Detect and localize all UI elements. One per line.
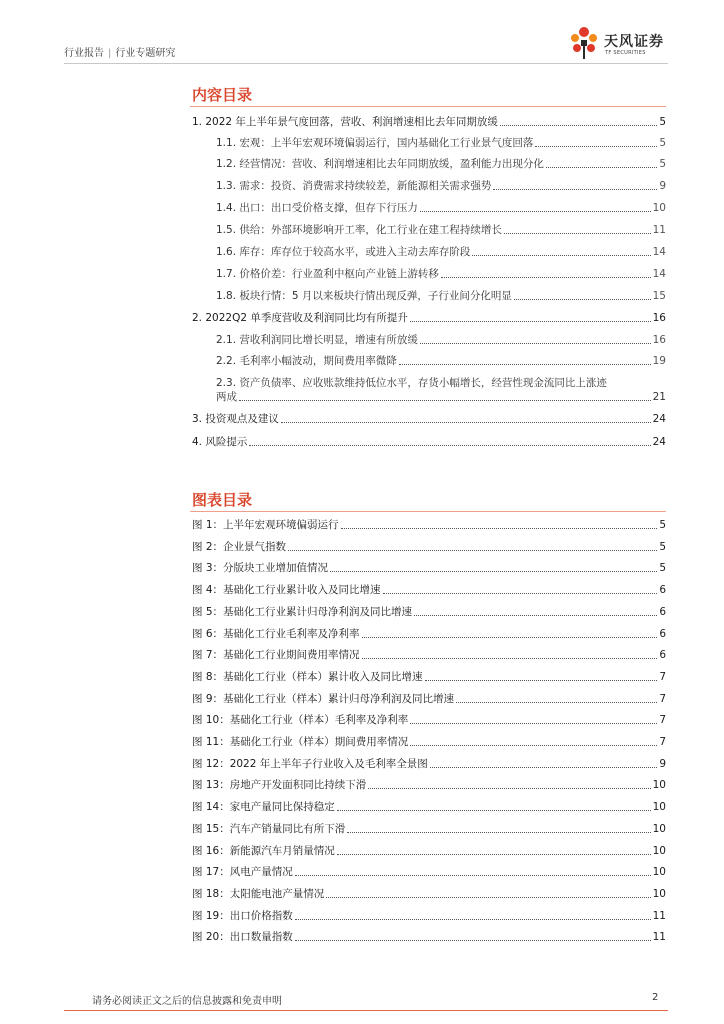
toc-entry-page: 5 <box>659 116 666 128</box>
figure-entry-page: 10 <box>652 779 666 791</box>
brand-name-en: TF SECURITIES <box>605 50 646 56</box>
toc-entry-page: 5 <box>659 158 666 170</box>
figure-entry[interactable] <box>192 844 666 858</box>
figure-leader-dots <box>425 680 658 681</box>
toc-leader-dots <box>281 422 651 423</box>
header-divider <box>64 63 668 64</box>
toc-entry-page: 16 <box>652 334 666 346</box>
figure-entry[interactable] <box>192 648 666 662</box>
page-number: 2 <box>652 992 659 1003</box>
toc-leader-dots <box>504 233 651 234</box>
toc-entry[interactable] <box>192 311 666 325</box>
toc-leader-dots <box>410 321 651 322</box>
figures-title: 图表目录 <box>192 491 253 509</box>
figure-entry-label: 图 2：企业景气指数 <box>192 541 287 553</box>
toc-leader-dots <box>239 400 651 401</box>
figure-entry[interactable] <box>192 735 666 749</box>
figure-leader-dots <box>337 810 651 811</box>
report-subtype-label: 行业专题研究 <box>115 48 176 59</box>
toc-entry-page: 19 <box>652 355 666 367</box>
contents-title: 内容目录 <box>192 86 253 104</box>
toc-entry[interactable] <box>216 136 666 150</box>
toc-leader-dots <box>472 255 650 256</box>
toc-entry[interactable] <box>216 201 666 215</box>
figure-entry-label: 图 1：上半年宏观环境偏弱运行 <box>192 519 339 531</box>
figure-entry[interactable] <box>192 692 666 706</box>
figure-entry-page: 5 <box>659 541 666 553</box>
figure-entry-label: 图 12：2022 年上半年子行业收入及毛利率全景图 <box>192 758 428 770</box>
toc-entry-label: 1. 2022 年上半年景气度回落，营收、利润增速相比去年同期放缓 <box>192 116 498 128</box>
toc-entry[interactable] <box>216 223 666 237</box>
figure-entry-page: 6 <box>659 606 666 618</box>
figure-entry[interactable] <box>192 909 666 923</box>
toc-leader-dots <box>514 299 651 300</box>
figure-entry[interactable] <box>192 713 666 727</box>
figure-entry-label: 图 9：基础化工行业（样本）累计归母净利润及同比增速 <box>192 693 455 705</box>
footer-divider <box>64 1010 668 1011</box>
toc-leader-dots <box>535 146 657 147</box>
figure-entry-label: 图 5：基础化工行业累计归母净利润及同比增速 <box>192 606 413 618</box>
figure-leader-dots <box>410 723 657 724</box>
toc-leader-dots <box>493 189 657 190</box>
figure-entry-page: 7 <box>659 736 666 748</box>
figure-entry-label: 图 4：基础化工行业累计收入及同比增速 <box>192 584 381 596</box>
figure-entry-label: 图 8：基础化工行业（样本）累计收入及同比增速 <box>192 671 423 683</box>
figure-entry[interactable] <box>192 757 666 771</box>
figure-entry[interactable] <box>192 887 666 901</box>
figure-leader-dots <box>414 615 657 616</box>
figure-entry-page: 11 <box>652 910 666 922</box>
toc-entry-2-3[interactable] <box>216 376 666 404</box>
toc-entry[interactable] <box>216 289 666 303</box>
figure-entry-page: 7 <box>659 693 666 705</box>
figure-entry-label: 图 15：汽车产销量同比有所下滑 <box>192 823 346 835</box>
toc-entry-label: 1.3. 需求：投资、消费需求持续较差，新能源相关需求强势 <box>216 180 492 192</box>
toc-entry-label: 1.6. 库存：库存位于较高水平，或进入主动去库存阶段 <box>216 246 471 258</box>
figure-entry-page: 7 <box>659 671 666 683</box>
toc-entry-label: 1.8. 板块行情：5 月以来板块行情出现反弹，子行业间分化明显 <box>216 290 512 302</box>
toc-entry-page: 14 <box>652 246 666 258</box>
toc-leader-dots <box>420 211 651 212</box>
figure-entry[interactable] <box>192 800 666 814</box>
figure-leader-dots <box>295 919 651 920</box>
toc-entry-page: 14 <box>652 268 666 280</box>
figure-leader-dots <box>330 571 657 572</box>
toc-entry[interactable] <box>216 354 666 368</box>
toc-entry-label: 1.5. 供给：外部环境影响开工率，化工行业在建工程持续增长 <box>216 224 502 236</box>
figure-entry[interactable] <box>192 627 666 641</box>
figure-entry-label: 图 7：基础化工行业期间费用率情况 <box>192 649 360 661</box>
figure-entry-page: 10 <box>652 888 666 900</box>
figure-entry[interactable] <box>192 540 666 554</box>
figure-leader-dots <box>288 550 657 551</box>
toc-leader-dots <box>399 364 651 365</box>
toc-entry-label: 3. 投资观点及建议 <box>192 413 279 425</box>
figure-entry-label: 图 19：出口价格指数 <box>192 910 293 922</box>
figure-entry-label: 图 10：基础化工行业（样本）毛利率及净利率 <box>192 714 409 726</box>
figure-entry[interactable] <box>192 930 666 944</box>
toc-entry[interactable] <box>216 179 666 193</box>
toc-entry-page: 9 <box>659 180 666 192</box>
figure-leader-dots <box>410 745 657 746</box>
figure-entry-page: 5 <box>659 519 666 531</box>
toc-entry-label: 4. 风险提示 <box>192 436 248 448</box>
figure-entry-page: 6 <box>659 628 666 640</box>
figure-entry-page: 6 <box>659 649 666 661</box>
figure-entry[interactable] <box>192 583 666 597</box>
figure-entry-label: 图 3：分版块工业增加值情况 <box>192 562 329 574</box>
figure-entry[interactable] <box>192 778 666 792</box>
report-type-label: 行业报告 <box>64 48 104 59</box>
toc-entry-page: 5 <box>659 137 666 149</box>
figure-entry[interactable] <box>192 822 666 836</box>
figure-entry-page: 10 <box>652 845 666 857</box>
toc-entry-label: 1.7. 价格价差：行业盈利中枢向产业链上游转移 <box>216 268 439 280</box>
figure-leader-dots <box>347 832 650 833</box>
figure-entry-label: 图 16：新能源汽车月销量情况 <box>192 845 335 857</box>
toc-entry[interactable] <box>192 412 666 426</box>
figure-leader-dots <box>430 767 658 768</box>
figure-entry-page: 10 <box>652 801 666 813</box>
figure-leader-dots <box>456 702 657 703</box>
toc-entry-page: 10 <box>652 202 666 214</box>
figure-entry-label: 图 13：房地产开发面积同比持续下滑 <box>192 779 367 791</box>
figure-entry-page: 10 <box>652 866 666 878</box>
toc-entry-2-3-line2: 两成 <box>216 391 237 403</box>
toc-leader-dots <box>441 277 651 278</box>
toc-entry[interactable] <box>192 115 666 129</box>
figure-entry-page: 10 <box>652 823 666 835</box>
figure-entry-label: 图 14：家电产量同比保持稳定 <box>192 801 335 813</box>
toc-entry-2-3-page: 21 <box>652 391 666 403</box>
toc-leader-dots <box>500 125 657 126</box>
toc-leader-dots <box>420 343 651 344</box>
toc-entry-page: 24 <box>652 413 666 425</box>
figure-entry[interactable] <box>192 670 666 684</box>
figure-entry-page: 11 <box>652 931 666 943</box>
toc-entry-label: 1.4. 出口：出口受价格支撑，但存下行压力 <box>216 202 418 214</box>
figure-leader-dots <box>295 875 651 876</box>
toc-entry-label: 2. 2022Q2 单季度营收及利润同比均有所提升 <box>192 312 408 324</box>
figure-entry-page: 7 <box>659 714 666 726</box>
figure-entry-label: 图 11：基础化工行业（样本）期间费用率情况 <box>192 736 409 748</box>
toc-leader-dots <box>249 445 650 446</box>
toc-entry-label: 1.1. 宏观：上半年宏观环境偏弱运行，国内基础化工行业景气度回落 <box>216 137 534 149</box>
figure-entry[interactable] <box>192 561 666 575</box>
figure-leader-dots <box>326 897 650 898</box>
toc-entry-label: 1.2. 经营情况：营收、利润增速相比去年同期放缓，盈利能力出现分化 <box>216 158 544 170</box>
brand-logo <box>568 26 668 62</box>
figure-leader-dots <box>362 658 658 659</box>
brand-name-cn: 天风证券 <box>604 34 664 50</box>
figure-leader-dots <box>368 788 650 789</box>
figure-leader-dots <box>295 940 651 941</box>
toc-entry-page: 24 <box>652 436 666 448</box>
contents-title-underline <box>190 106 666 107</box>
toc-entry-label: 2.1. 营收利润同比增长明显，增速有所放缓 <box>216 334 418 346</box>
header-separator: | <box>108 48 112 59</box>
toc-entry[interactable] <box>192 435 666 449</box>
toc-entry[interactable] <box>216 333 666 347</box>
toc-entry-page: 11 <box>652 224 666 236</box>
figure-entry-page: 5 <box>659 562 666 574</box>
figure-entry-label: 图 17：风电产量情况 <box>192 866 293 878</box>
figure-leader-dots <box>337 854 651 855</box>
toc-entry-2-3-line1: 2.3. 资产负债率、应收账款维持低位水平，存货小幅增长，经营性现金流同比上涨迹 <box>216 377 607 389</box>
figure-entry-page: 6 <box>659 584 666 596</box>
figure-entry-page: 9 <box>659 758 666 770</box>
figure-leader-dots <box>341 528 658 529</box>
figure-entry-label: 图 20：出口数量指数 <box>192 931 293 943</box>
figures-title-underline <box>190 511 666 512</box>
report-type-header <box>64 44 175 59</box>
toc-entry[interactable] <box>216 245 666 259</box>
figure-entry-label: 图 6：基础化工行业毛利率及净利率 <box>192 628 360 640</box>
footer-disclaimer: 请务必阅读正文之后的信息披露和免责申明 <box>92 996 282 1007</box>
toc-entry[interactable] <box>216 267 666 281</box>
figure-entry[interactable] <box>192 605 666 619</box>
brand-flower-icon <box>568 26 600 60</box>
toc-entry-label: 2.2. 毛利率小幅波动，期间费用率微降 <box>216 355 397 367</box>
toc-leader-dots <box>546 167 657 168</box>
toc-entry[interactable] <box>216 157 666 171</box>
figure-leader-dots <box>362 637 658 638</box>
figure-entry[interactable] <box>192 518 666 532</box>
figure-entry[interactable] <box>192 865 666 879</box>
toc-entry-page: 16 <box>652 312 666 324</box>
figure-leader-dots <box>383 593 658 594</box>
figure-entry-label: 图 18：太阳能电池产量情况 <box>192 888 325 900</box>
toc-entry-page: 15 <box>652 290 666 302</box>
